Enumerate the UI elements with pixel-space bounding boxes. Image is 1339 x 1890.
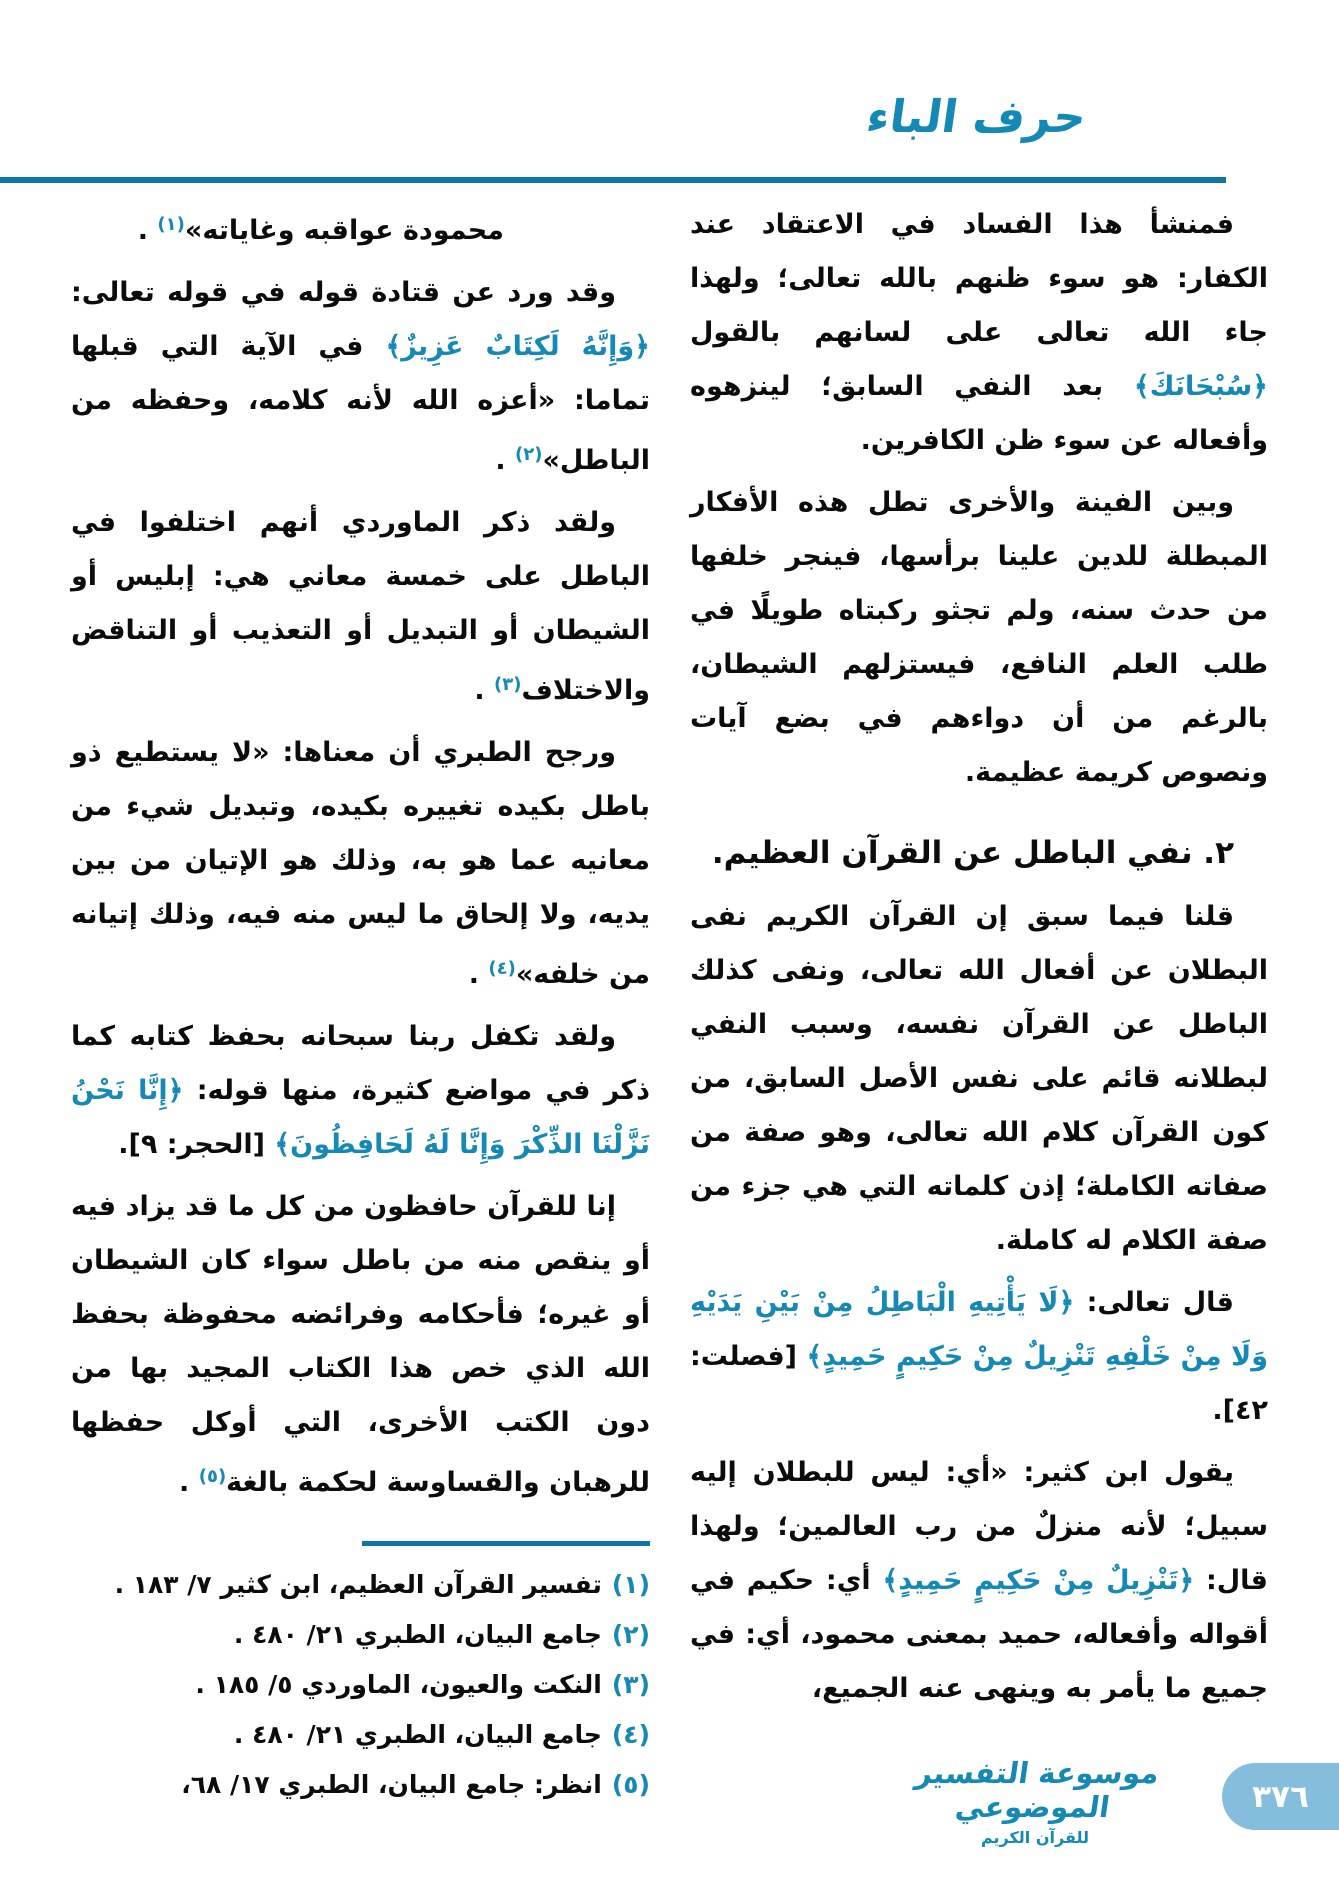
footnote-ref: (٥) <box>198 1466 227 1487</box>
text-run: . <box>468 959 489 990</box>
paragraph <box>71 266 650 488</box>
footnote-item <box>71 1760 650 1810</box>
text-run: [فصلت: ٤٢]. <box>690 1341 1268 1426</box>
text-run: قال تعالى: <box>1074 1287 1234 1318</box>
paragraph <box>690 1446 1268 1716</box>
paragraph <box>71 726 650 1002</box>
text-run: . <box>495 445 515 476</box>
quran-verse: ﴿وَإِنَّهُ لَكِتَابٌ عَزِيزٌ﴾ <box>385 331 651 362</box>
footnote-marker: (٢) <box>611 1620 650 1649</box>
paragraph <box>690 1276 1268 1438</box>
quran-verse: ﴿لَا يَأْتِيهِ الْبَاطِلُ مِنْ بَيْنِ يَدَيْهِ وَلَا مِنْ خَلْفِهِ تَنْزِيلٌ مِنْ حَكِيمٍ حَمِيدٍ﴾ <box>690 1287 1268 1372</box>
text-run: [الحجر: ٩]. <box>118 1129 275 1160</box>
publisher-logo-title: موسوعة التفسير الموضوعي <box>913 1756 1162 1824</box>
text-run: أي: حكيم في أقواله وأفعاله، حميد بمعنى محمود، أي: في جميع ما يأمر به وينهى عنه الجميع، <box>690 1565 1268 1704</box>
page-number-badge <box>1222 1763 1339 1830</box>
column-right <box>690 198 1268 1810</box>
text-run: يقول ابن كثير: «أي: ليس للبطلان إليه سبيل؛ لأنه منزلٌ من رب العالمين؛ ولهذا قال: <box>690 1457 1268 1596</box>
footnote-text: انظر: جامع البيان، الطبري ١٧/ ٦٨، <box>181 1770 602 1799</box>
footnote-ref: (٣) <box>494 674 522 695</box>
publisher-logo <box>885 1756 1185 1847</box>
chapter-header-title: حرف الباء <box>863 90 1090 143</box>
footnotes-block <box>71 1541 650 1810</box>
text-run: إنا للقرآن حافظون من كل ما قد يزاد فيه أو ينقص منه من باطل سواء كان الشيطان أو غيره؛ فأحكامه وفرائضه محفوظة بحفظ الله الذي خص هذا الكتاب المجيد بها من دون الكتب الأخرى، التي أوكل حفظها للرهبان والقساوسة لحكمة بالغة <box>71 1191 650 1498</box>
footnote-text: جامع البيان، الطبري ٢١/ ٤٨٠ . <box>233 1620 602 1649</box>
paragraph <box>690 198 1268 468</box>
text-run: ٢. نفي الباطل عن القرآن العظيم. <box>711 835 1234 871</box>
quran-verse: ﴿سُبْحَانَكَ﴾ <box>1133 371 1268 402</box>
paragraph <box>71 1180 650 1510</box>
text-run: وقد ورد عن قتادة قوله في قوله تعالى: <box>71 277 616 308</box>
publisher-logo-subtitle: للقرآن الكريم <box>980 1828 1090 1847</box>
footnote-text: جامع البيان، الطبري ٢١/ ٤٨٠ . <box>233 1720 602 1749</box>
footnote-marker: (١) <box>611 1570 650 1599</box>
footnote-item <box>71 1660 650 1710</box>
footnote-marker: (٥) <box>611 1770 650 1799</box>
footnote-text: النكت والعيون، الماوردي ٥/ ١٨٥ . <box>195 1670 602 1699</box>
footnote-separator <box>362 1541 650 1546</box>
text-run: في الآية التي قبلها تماما: «أعزه الله لأنه كلامه، وحفظه من الباطل» <box>71 331 650 476</box>
text-run: ولقد تكفل ربنا سبحانه بحفظ كتابه كما ذكر في مواضع كثيرة، منها قوله: <box>71 1021 650 1106</box>
text-run: . <box>179 1467 199 1498</box>
header-rule <box>0 177 1226 183</box>
footnote-item <box>71 1560 650 1610</box>
paragraph <box>690 890 1268 1268</box>
paragraph <box>71 496 650 718</box>
footnote-ref: (١) <box>157 214 185 235</box>
footnote-marker: (٣) <box>611 1670 650 1699</box>
text-run: . <box>137 215 158 246</box>
text-run: قلنا فيما سبق إن القرآن الكريم نفى البطلان عن أفعال الله تعالى، ونفى كذلك الباطل عن القرآن نفسه، وسبب النفي لبطلانه قائم على نفس الأصل السابق، من كون القرآن كلام الله تعالى، وهو صفة من صفاته الكاملة؛ إذن كلماته التي هي جزء من صفة الكلام له كاملة. <box>690 901 1268 1256</box>
section-heading <box>690 826 1268 880</box>
text-run: محمودة عواقبه وغاياته» <box>184 215 504 246</box>
footnote-marker: (٤) <box>611 1720 650 1749</box>
text-columns <box>71 198 1268 1810</box>
text-run: . <box>474 675 495 706</box>
footnote-text: تفسير القرآن العظيم، ابن كثير ٧/ ١٨٣ . <box>114 1570 602 1599</box>
text-run: ولقد ذكر الماوردي أنهم اختلفوا في الباطل على خمسة معاني هي: إبليس أو الشيطان أو التبديل أو التعذيب أو التناقض والاختلاف <box>71 507 650 706</box>
text-run: وبين الفينة والأخرى تطل هذه الأفكار المبطلة للدين علينا برأسها، فينجر خلفها من حدث سنه، ولم تجثو ركبتاه طويلًا في طلب العلم النافع، فيستزلهم الشيطان، بالرغم من أن دواءهم في بضع آيات ونصوص كريمة عظيمة. <box>690 487 1268 788</box>
footnote-ref: (٤) <box>488 958 516 979</box>
quran-verse: ﴿تَنْزِيلٌ مِنْ حَكِيمٍ حَمِيدٍ﴾ <box>882 1565 1195 1596</box>
page-number: ٣٧٦ <box>1252 1778 1309 1815</box>
footnote-item <box>71 1710 650 1760</box>
paragraph <box>71 198 650 258</box>
footnote-ref: (٢) <box>515 444 543 465</box>
paragraph <box>71 1010 650 1172</box>
footnote-item <box>71 1610 650 1660</box>
paragraph <box>690 476 1268 800</box>
text-run: ورجح الطبري أن معناها: «لا يستطيع ذو باطل بكيده تغييره بكيده، وتبديل شيء من معانيه عما هو به، وذلك هو الإتيان من بين يديه، ولا إلحاق ما ليس منه فيه، وذلك إتيانه من خلفه» <box>71 737 650 990</box>
column-left <box>71 198 650 1810</box>
quran-verse: ﴿إِنَّا نَحْنُ نَزَّلْنَا الذِّكْرَ وَإِنَّا لَهُ لَحَافِظُونَ﴾ <box>71 1075 650 1160</box>
text-run: بعد النفي السابق؛ لينزهوه وأفعاله عن سوء ظن الكافرين. <box>690 371 1268 456</box>
text-run: فمنشأ هذا الفساد في الاعتقاد عند الكفار: هو سوء ظنهم بالله تعالى؛ ولهذا جاء الله تعالى على لسانهم بالقول <box>690 209 1268 348</box>
